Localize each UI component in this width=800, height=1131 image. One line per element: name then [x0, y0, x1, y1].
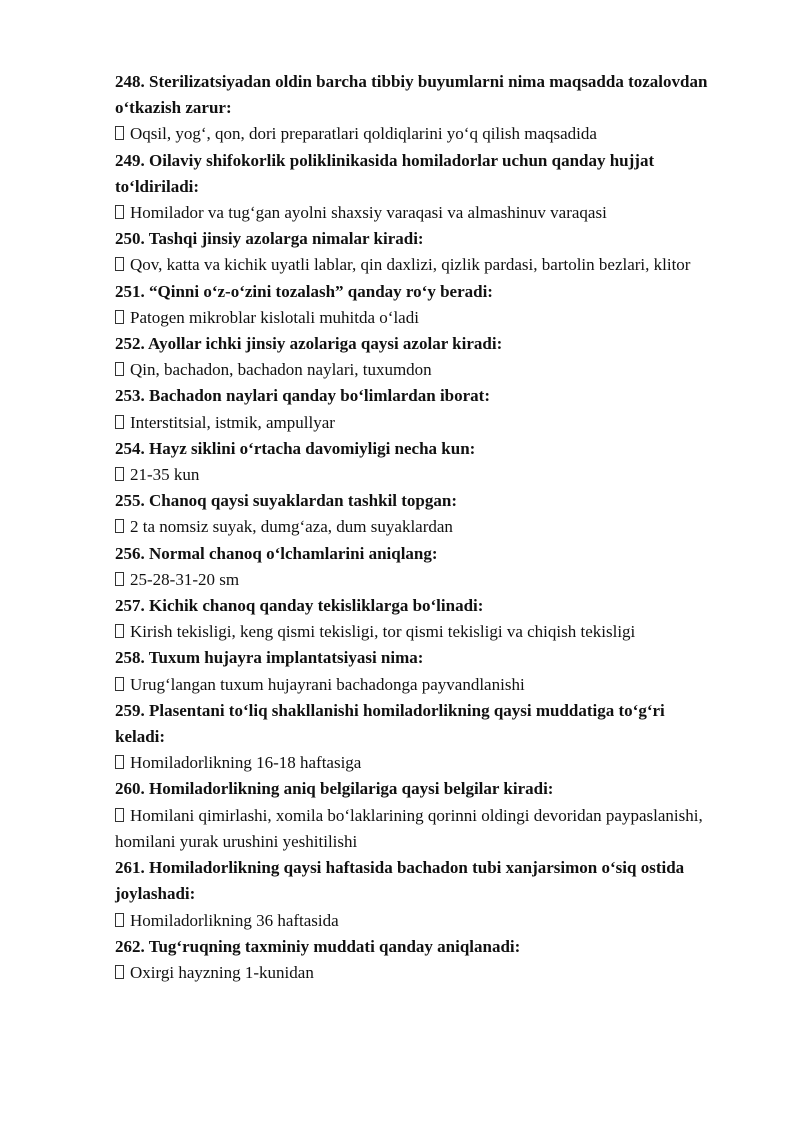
answer-252	[115, 357, 715, 383]
answer-text: 2 ta nomsiz suyak, dumg‘aza, dum suyaklardan	[130, 517, 453, 537]
checkbox-icon	[115, 519, 124, 533]
checkbox-icon	[115, 965, 124, 979]
question-259: 259. Plasentani to‘liq shakllanishi homiladorlikning qaysi muddatiga to‘g‘ri keladi:	[115, 700, 665, 747]
question-248: 248. Sterilizatsiyadan oldin barcha tibbiy buyumlarni nima maqsadda tozalovdan o‘tkazish zarur:	[115, 72, 708, 118]
question-262: 262. Tug‘ruqning taxminiy muddati qanday aniqlanadi:	[115, 936, 521, 956]
question-255: 255. Chanoq qaysi suyaklardan tashkil topgan:	[115, 491, 458, 511]
question-254: 254. Hayz siklini o‘rtacha davomiyligi necha kun:	[115, 438, 476, 458]
answer-text: Oxirgi hayzning 1-kunidan	[130, 962, 314, 982]
answer-text: Qin, bachadon, bachadon naylari, tuxumdon	[130, 360, 432, 380]
answer-text: Interstitsial, istmik, ampullyar	[130, 412, 335, 432]
answer-251	[115, 305, 715, 331]
answer-text: 21-35 kun	[130, 465, 200, 485]
checkbox-icon	[115, 467, 124, 481]
checkbox-icon	[115, 624, 124, 638]
question-258: 258. Tuxum hujayra implantatsiyasi nima:	[115, 648, 424, 668]
checkbox-icon	[115, 126, 124, 140]
answer-257	[115, 619, 715, 645]
answer-254	[115, 462, 715, 488]
answer-253	[115, 410, 715, 436]
document-page	[115, 69, 715, 986]
answer-261	[115, 908, 715, 934]
question-261: 261. Homiladorlikning qaysi haftasida bachadon tubi xanjarsimon o‘siq ostida joylashadi:	[115, 858, 685, 904]
question-253: 253. Bachadon naylari qanday bo‘limlardan iborat:	[115, 386, 491, 406]
question-251: 251. “Qinni o‘z-o‘zini tozalash” qanday ro‘y beradi:	[115, 281, 493, 301]
question-250: 250. Tashqi jinsiy azolarga nimalar kiradi:	[115, 229, 424, 249]
checkbox-icon	[115, 677, 124, 691]
checkbox-icon	[115, 205, 124, 219]
answer-text: Homilador va tug‘gan ayolni shaxsiy varaqasi va almashinuv varaqasi	[130, 203, 607, 223]
answer-text: Oqsil, yog‘, qon, dori preparatlari qoldiqlarini yo‘q qilish maqsadida	[130, 124, 597, 144]
answer-text: Homiladorlikning 16-18 haftasiga	[130, 753, 362, 773]
checkbox-icon	[115, 310, 124, 324]
question-256: 256. Normal chanoq o‘lchamlarini aniqlang:	[115, 543, 438, 563]
answer-262	[115, 960, 715, 986]
checkbox-icon	[115, 362, 124, 376]
answer-255	[115, 514, 715, 540]
question-257: 257. Kichik chanoq qanday tekisliklarga bo‘linadi:	[115, 596, 484, 616]
answer-258	[115, 672, 715, 698]
checkbox-icon	[115, 808, 124, 822]
question-249: 249. Oilaviy shifokorlik poliklinikasida homiladorlar uchun qanday hujjat to‘ldiriladi:	[115, 150, 655, 196]
checkbox-icon	[115, 755, 124, 769]
answer-text: Patogen mikroblar kislotali muhitda o‘ladi	[130, 307, 419, 327]
answer-249	[115, 200, 715, 226]
checkbox-icon	[115, 415, 124, 429]
answer-248	[115, 121, 715, 147]
answer-text: Urug‘langan tuxum hujayrani bachadonga payvandlanishi	[130, 674, 525, 694]
checkbox-icon	[115, 572, 124, 586]
answer-text: Qov, katta va kichik uyatli lablar, qin daxlizi, qizlik pardasi, bartolin bezlari, klitor	[130, 255, 691, 275]
answer-250	[115, 252, 715, 278]
answer-259	[115, 750, 715, 776]
answer-text: Homiladorlikning 36 haftasida	[130, 910, 339, 930]
question-260: 260. Homiladorlikning aniq belgilariga qaysi belgilar kiradi:	[115, 779, 554, 799]
answer-text: 25-28-31-20 sm	[130, 569, 240, 589]
question-252: 252. Ayollar ichki jinsiy azolariga qaysi azolar kiradi:	[115, 334, 503, 354]
answer-256	[115, 567, 715, 593]
answer-text: Homilani qimirlashi, xomila bo‘laklarining qorinni oldingi devoridan paypaslanishi, homilani yurak urushini yeshitilishi	[115, 805, 703, 851]
answer-text: Kirish tekisligi, keng qismi tekisligi, tor qismi tekisligi va chiqish tekisligi	[130, 622, 636, 642]
checkbox-icon	[115, 913, 124, 927]
checkbox-icon	[115, 257, 124, 271]
answer-260	[115, 803, 715, 855]
